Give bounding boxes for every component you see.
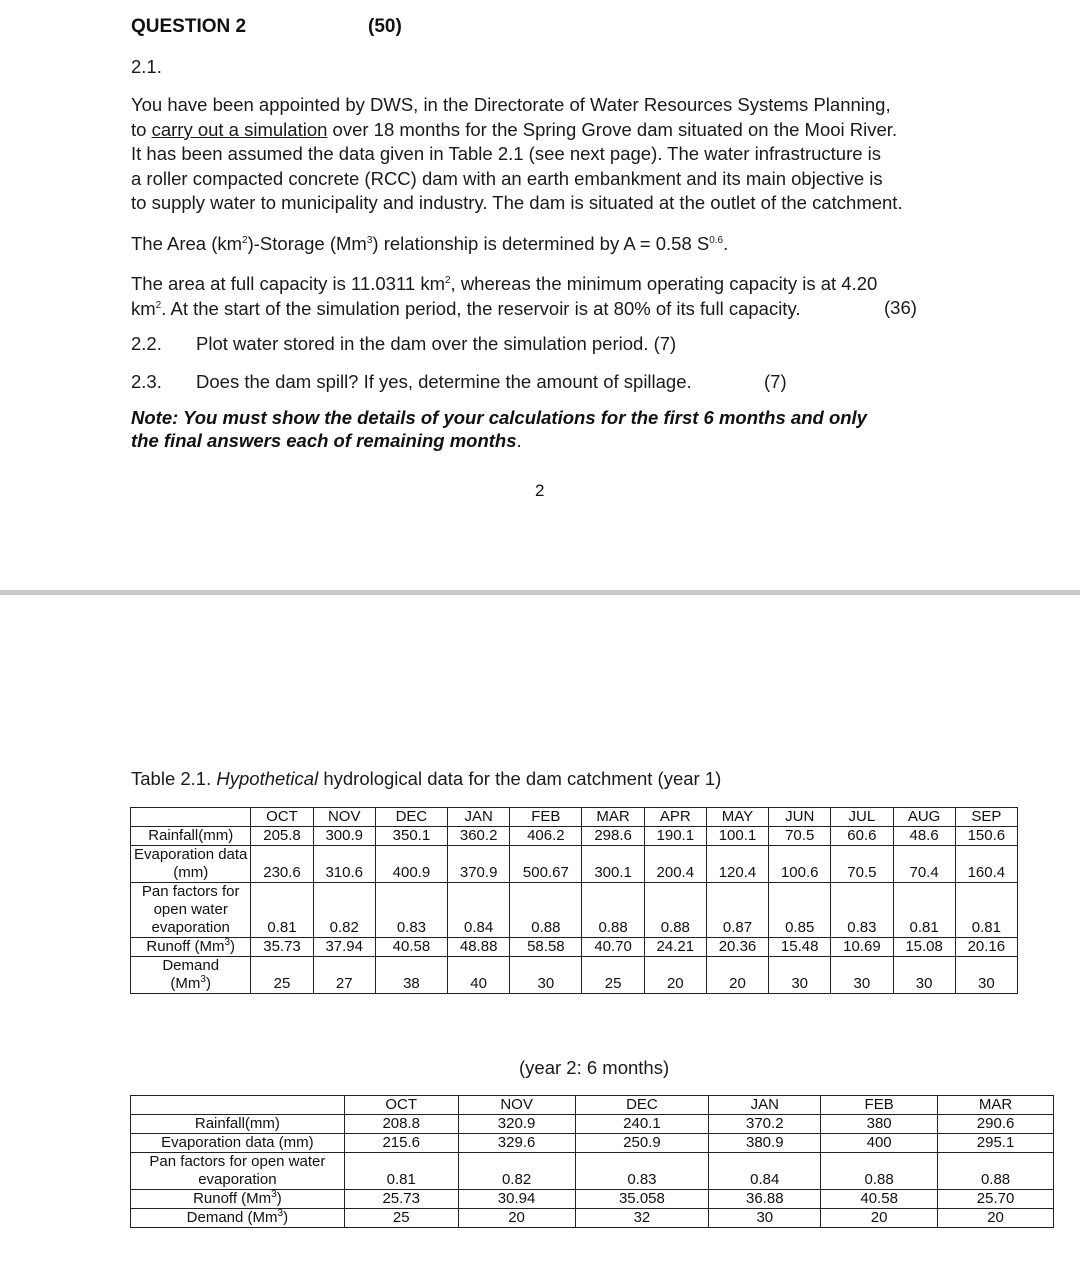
table-cell: 329.6 — [458, 1134, 575, 1153]
table-row-evaporation — [131, 846, 1018, 883]
table-cell: 20.36 — [706, 938, 768, 957]
table-row-pan-factors — [131, 883, 1018, 938]
table-cell: 0.81 — [344, 1153, 458, 1190]
table-cell: 208.8 — [344, 1115, 458, 1134]
rel-text-1: The Area (km — [131, 233, 243, 254]
table-cell: 250.9 — [575, 1134, 709, 1153]
month-header: FEB — [821, 1096, 938, 1115]
note-line-2-end: . — [516, 430, 522, 451]
table-cell: 0.88 — [644, 883, 706, 938]
row-label: Pan factors for open water evaporation — [131, 883, 251, 938]
table-cell: 32 — [575, 1209, 709, 1228]
table-cell: 30 — [769, 957, 831, 994]
section-2-2-text: Plot water stored in the dam over the simulation period. (7) — [196, 333, 677, 354]
rel-text-end: . — [723, 233, 729, 254]
table-cell: 150.6 — [955, 827, 1017, 846]
table-cell: 0.82 — [313, 883, 375, 938]
table-cell: 310.6 — [313, 846, 375, 883]
table-row-demand — [131, 957, 1018, 994]
table-cell: 0.82 — [458, 1153, 575, 1190]
table-cell: 40 — [448, 957, 510, 994]
table-cell: 36.88 — [709, 1190, 821, 1209]
month-header: NOV — [458, 1096, 575, 1115]
rel-sup-2: 3 — [366, 234, 373, 246]
table-cell: 24.21 — [644, 938, 706, 957]
month-header: DEC — [575, 1096, 709, 1115]
cap-b-pre: km — [131, 297, 156, 319]
note-line-2-text: the final answers each of remaining months — [131, 430, 517, 451]
table-cell: 30.94 — [458, 1190, 575, 1209]
month-header: FEB — [510, 808, 582, 827]
table-cell: 0.84 — [709, 1153, 821, 1190]
table-cell: 0.85 — [769, 883, 831, 938]
row-label: Demand (Mm$^3$) — [131, 957, 251, 994]
table-cell: 25 — [582, 957, 644, 994]
capacity-line-1 — [131, 272, 971, 297]
table-cell: 40.70 — [582, 938, 644, 957]
row-label: Evaporation data (mm) — [131, 1134, 345, 1153]
table-cell: 370.2 — [709, 1115, 821, 1134]
table-cell: 40.58 — [821, 1190, 938, 1209]
table-cell: 0.88 — [938, 1153, 1054, 1190]
intro-line-2-pre: to — [131, 118, 152, 140]
table-cell: 190.1 — [644, 827, 706, 846]
table-cell: 0.81 — [955, 883, 1017, 938]
table-cell: 58.58 — [510, 938, 582, 957]
table-cell: 120.4 — [706, 846, 768, 883]
table-cell: 290.6 — [938, 1115, 1054, 1134]
header-corner — [131, 1096, 345, 1115]
unit-superscript: 3 — [277, 1208, 284, 1219]
header-corner — [131, 808, 251, 827]
cap-b-post: . At the start of the simulation period, the reservoir is at 80% of its full capacity. — [161, 297, 801, 319]
cap-a-pre: The area at full capacity is 11.0311 km — [131, 273, 445, 294]
section-2-3-text: Does the dam spill? If yes, determine the amount of spillage. — [196, 371, 692, 392]
section-2-1-marks: (36) — [884, 297, 917, 318]
table-cell: 298.6 — [582, 827, 644, 846]
table-cell: 0.83 — [831, 883, 893, 938]
table-cell: 360.2 — [448, 827, 510, 846]
intro-line-3: It has been assumed the data given in Table 2.1 (see next page). The water infrastructure is — [131, 143, 882, 164]
table-cell: 500.67 — [510, 846, 582, 883]
table-year-2 — [130, 1095, 1054, 1228]
month-header: JUN — [769, 808, 831, 827]
month-header: MAY — [706, 808, 768, 827]
caption-pre: Table 2.1. — [131, 768, 217, 789]
caption-post: hydrological data for the dam catchment (year 1) — [318, 768, 722, 789]
rel-exponent: 0.6 — [709, 234, 724, 246]
table-cell: 35.058 — [575, 1190, 709, 1209]
month-header: OCT — [251, 808, 313, 827]
month-header: MAR — [582, 808, 644, 827]
table-2-1-caption — [131, 767, 721, 792]
table-cell: 300.9 — [313, 827, 375, 846]
note-line-2 — [131, 429, 981, 452]
table-cell: 35.73 — [251, 938, 313, 957]
note-block — [131, 406, 981, 452]
table-cell: 60.6 — [831, 827, 893, 846]
table-cell: 0.81 — [893, 883, 955, 938]
cap-a-sup: 2 — [444, 274, 451, 286]
table-cell: 70.4 — [893, 846, 955, 883]
table-cell: 30 — [709, 1209, 821, 1228]
month-header: APR — [644, 808, 706, 827]
table-row-demand — [131, 1209, 1054, 1228]
table-cell: 160.4 — [955, 846, 1017, 883]
table-cell: 10.69 — [831, 938, 893, 957]
table-cell: 30 — [831, 957, 893, 994]
table-cell: 15.48 — [769, 938, 831, 957]
table-cell: 406.2 — [510, 827, 582, 846]
table-cell: 37.94 — [313, 938, 375, 957]
intro-line-2 — [131, 118, 971, 143]
section-2-3-marks: (7) — [764, 371, 787, 392]
table-cell: 380.9 — [709, 1134, 821, 1153]
unit-superscript: 3 — [200, 974, 206, 985]
table-cell: 20 — [644, 957, 706, 994]
table-cell: 15.08 — [893, 938, 955, 957]
intro-line-4: a roller compacted concrete (RCC) dam with an earth embankment and its main objective is — [131, 167, 883, 189]
table-cell: 0.88 — [510, 883, 582, 938]
table-cell: 25 — [344, 1209, 458, 1228]
table-cell: 100.1 — [706, 827, 768, 846]
table-cell: 230.6 — [251, 846, 313, 883]
table-cell: 20 — [458, 1209, 575, 1228]
month-header: JUL — [831, 808, 893, 827]
table-row-rainfall — [131, 1115, 1054, 1134]
intro-line-2-post: over 18 months for the Spring Grove dam situated on the Mooi River. — [327, 118, 898, 140]
intro-line-1: You have been appointed by DWS, in the Directorate of Water Resources Systems Planning, — [131, 94, 891, 115]
table-cell: 0.88 — [582, 883, 644, 938]
page-number: 2 — [535, 481, 545, 500]
table-cell: 300.1 — [582, 846, 644, 883]
month-header: JAN — [448, 808, 510, 827]
month-header: DEC — [375, 808, 447, 827]
table-year-1 — [130, 807, 1018, 994]
table-cell: 400.9 — [375, 846, 447, 883]
table-cell: 205.8 — [251, 827, 313, 846]
table-cell: 0.83 — [375, 883, 447, 938]
note-line-1: Note: You must show the details of your calculations for the first 6 months and only — [131, 407, 867, 428]
table-row-rainfall — [131, 827, 1018, 846]
table-row-evaporation — [131, 1134, 1054, 1153]
table-cell: 0.87 — [706, 883, 768, 938]
row-label: Demand (Mm$^3$) — [131, 1209, 345, 1228]
intro-line-5: to supply water to municipality and industry. The dam is situated at the outlet of the catchment. — [131, 192, 903, 213]
simulation-underlined: carry out a simulation — [151, 118, 328, 140]
month-header: AUG — [893, 808, 955, 827]
table-cell: 370.9 — [448, 846, 510, 883]
section-number-2-1: 2.1. — [131, 56, 162, 77]
row-label: Runoff (Mm$^3$) — [131, 1190, 345, 1209]
table-row-pan-factors — [131, 1153, 1054, 1190]
table-row-runoff — [131, 1190, 1054, 1209]
section-number-2-3: 2.3. — [131, 371, 162, 392]
table-row-runoff — [131, 938, 1018, 957]
question-marks: (50) — [368, 16, 402, 37]
table-cell: 0.81 — [251, 883, 313, 938]
question-title: QUESTION 2 — [131, 16, 247, 37]
table-cell: 25.73 — [344, 1190, 458, 1209]
table-cell: 20 — [821, 1209, 938, 1228]
capacity-line-2 — [131, 297, 971, 322]
row-label: Runoff (Mm$^3$) — [131, 938, 251, 957]
page-divider — [0, 590, 1080, 595]
table-cell: 0.83 — [575, 1153, 709, 1190]
table-cell: 38 — [375, 957, 447, 994]
table-cell: 25.70 — [938, 1190, 1054, 1209]
month-header: NOV — [313, 808, 375, 827]
row-label: Evaporation data (mm) — [131, 846, 251, 883]
unit-superscript: 3 — [271, 1189, 277, 1200]
row-label: Rainfall(mm) — [131, 827, 251, 846]
unit-superscript: 3 — [224, 937, 231, 948]
section-number-2-2: 2.2. — [131, 333, 162, 354]
row-label: Rainfall(mm) — [131, 1115, 345, 1134]
table-header-row — [131, 1096, 1054, 1115]
rel-sup-1: 2 — [242, 234, 248, 246]
table-cell: 100.6 — [769, 846, 831, 883]
area-storage-relationship — [131, 232, 728, 257]
month-header: JAN — [709, 1096, 821, 1115]
table-cell: 20.16 — [955, 938, 1017, 957]
month-header: OCT — [344, 1096, 458, 1115]
table-cell: 48.6 — [893, 827, 955, 846]
table-cell: 20 — [938, 1209, 1054, 1228]
month-header: SEP — [955, 808, 1017, 827]
table-cell: 0.84 — [448, 883, 510, 938]
cap-a-post: , whereas the minimum operating capacity is at 4.20 — [450, 273, 878, 294]
table-cell: 70.5 — [769, 827, 831, 846]
table-cell: 0.88 — [821, 1153, 938, 1190]
row-label: Pan factors for open water evaporation — [131, 1153, 345, 1190]
table-cell: 40.58 — [375, 938, 447, 957]
rel-text-3: ) relationship is determined by A = 0.58 S — [372, 233, 710, 254]
table-cell: 240.1 — [575, 1115, 709, 1134]
table-cell: 25 — [251, 957, 313, 994]
table-cell: 380 — [821, 1115, 938, 1134]
table-cell: 215.6 — [344, 1134, 458, 1153]
table-header-row — [131, 808, 1018, 827]
caption-italic: Hypothetical — [216, 768, 319, 789]
table-cell: 350.1 — [375, 827, 447, 846]
rel-text-2: )-Storage (Mm — [247, 233, 367, 254]
table-cell: 27 — [313, 957, 375, 994]
table-cell: 200.4 — [644, 846, 706, 883]
table-cell: 30 — [893, 957, 955, 994]
table-cell: 320.9 — [458, 1115, 575, 1134]
intro-paragraph — [131, 93, 971, 216]
table-cell: 48.88 — [448, 938, 510, 957]
capacity-paragraph — [131, 272, 971, 321]
table-cell: 30 — [955, 957, 1017, 994]
cap-b-sup: 2 — [155, 299, 162, 311]
table-cell: 400 — [821, 1134, 938, 1153]
table-cell: 70.5 — [831, 846, 893, 883]
table-cell: 295.1 — [938, 1134, 1054, 1153]
table-cell: 30 — [510, 957, 582, 994]
table-cell: 20 — [706, 957, 768, 994]
table-year-2-caption: (year 2: 6 months) — [519, 1057, 670, 1078]
month-header: MAR — [938, 1096, 1054, 1115]
